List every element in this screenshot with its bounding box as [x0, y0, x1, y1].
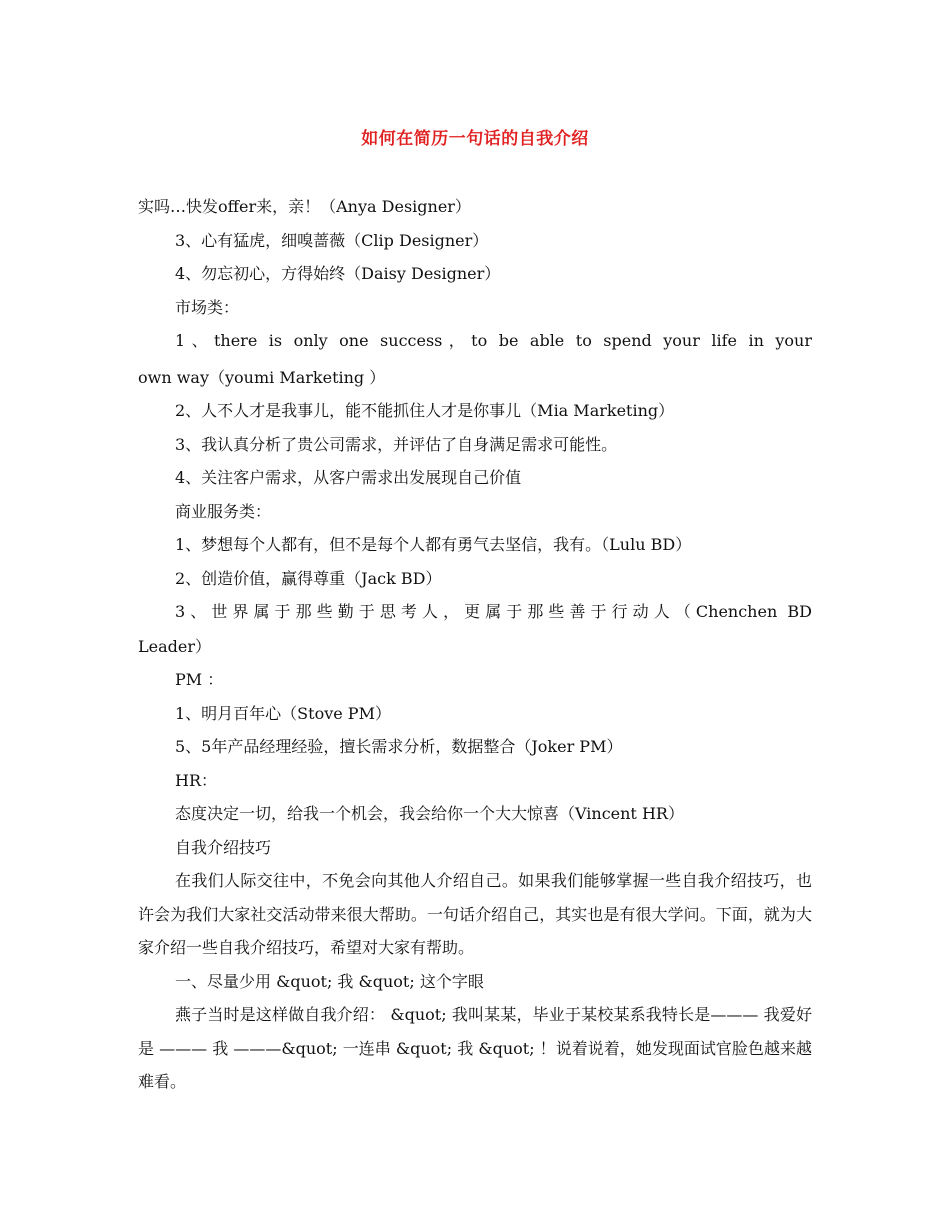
text-line: 1、梦想每个人都有，但不是每个人都有勇气去坚信，我有。（Lulu BD）	[175, 535, 692, 554]
text-line: 5、5年产品经理经验，擅长需求分析，数据整合（Joker PM）	[175, 737, 623, 756]
section-heading-pm: PM ：	[175, 670, 224, 689]
section-heading-tips: 自我介绍技巧	[175, 837, 272, 857]
paragraph: 在我们人际交往中，不免会向其他人介绍自己。如果我们能够掌握一些自我介绍技巧，也许会为我们大家社交活动带来很大帮助。一句话介绍自己，其实也是有很大学问。下面，就为大家介绍一些自我介绍技巧，希望对大家有帮助。	[138, 871, 812, 957]
text-line: 1、明月百年心（Stove PM）	[175, 703, 391, 723]
text-line: 实吗…快发offer来，亲！（Anya Designer）	[138, 197, 471, 216]
text-line: 1、there is only one success，to be able to spend your life in your	[175, 331, 812, 350]
text-line: 一、尽量少用 &quot; 我 &quot; 这个字眼	[175, 971, 484, 991]
text-line: 3、心有猛虎，细嗅蔷薇（Clip Designer）	[175, 230, 489, 250]
text-line: 2、人不人才是我事儿，能不能抓住人才是你事儿（Mia Marketing）	[175, 401, 675, 420]
text-line: 4、关注客户需求，从客户需求出发展现自己价值	[175, 468, 522, 487]
section-heading-business: 商业服务类：	[175, 501, 272, 521]
section-heading-marketing: 市场类：	[175, 297, 240, 317]
text-line: 2、创造价值，赢得尊重（Jack BD）	[175, 568, 442, 588]
text-line: 3、我认真分析了贵公司需求，并评估了自身满足需求可能性。	[175, 434, 618, 454]
text-line: 态度决定一切，给我一个机会，我会给你一个大大惊喜（Vincent HR）	[175, 804, 684, 823]
section-heading-hr: HR：	[175, 770, 218, 790]
text-line: 3、世界属于那些勤于思考人，更属于那些善于行动人（Chenchen BD	[175, 602, 812, 621]
document-title: 如何在简历一句话的自我介绍	[361, 129, 589, 149]
paragraph: 燕子当时是这样做自我介绍： &quot; 我叫某某，毕业于某校某系我特长是——— 我爱好是 ——— 我 ———&quot; 一连串 &quot; 我 &quot; ！说着说着，她发现面试官脸色越来越难看。	[138, 1005, 812, 1091]
document-body	[138, 190, 812, 1099]
text-line: own way（youmi Marketing ）	[138, 367, 386, 387]
text-line: Leader）	[138, 636, 211, 656]
text-line: 4、勿忘初心，方得始终（Daisy Designer）	[175, 264, 501, 283]
